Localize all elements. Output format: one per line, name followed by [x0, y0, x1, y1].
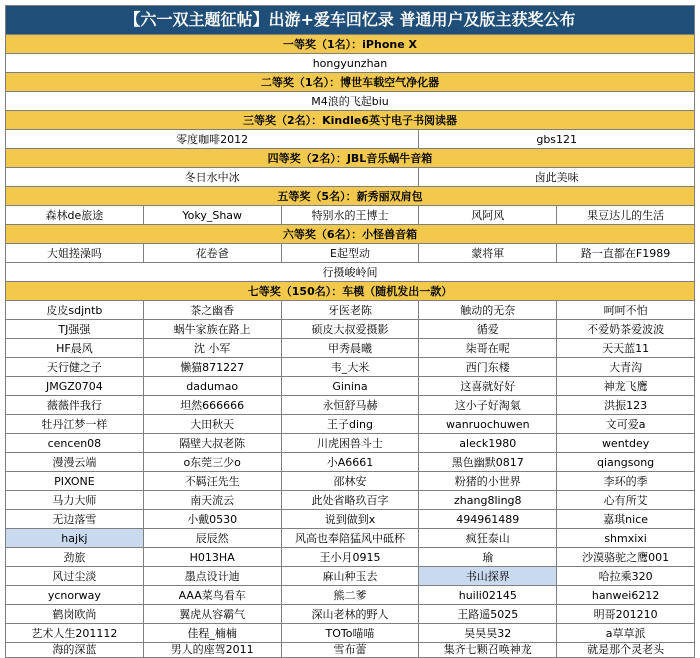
- winner-name-cell: 瑜: [419, 548, 557, 567]
- winner-name-cell: 南天流云: [143, 491, 281, 510]
- winner-name-cell: 韦_大米: [281, 358, 419, 377]
- winner-name-cell: hajkj: [6, 529, 144, 548]
- winner-name-cell: 昊昊昊32: [419, 624, 557, 643]
- winner-name-cell: 天天蓝11: [557, 339, 695, 358]
- winner-name-cell: E起型动: [281, 244, 419, 263]
- winner-name-cell: zhang8ling8: [419, 491, 557, 510]
- winner-row: [6, 434, 695, 453]
- winner-name-cell: 风阿风: [419, 206, 557, 225]
- winner-name-cell: 懒猫871227: [143, 358, 281, 377]
- winner-name-cell: 集齐七颗召唤神龙: [419, 643, 557, 658]
- winner-name-cell: o东莞三少o: [143, 453, 281, 472]
- prize-tier-header: 三等奖（2名）：Kindle6英寸电子书阅读器: [6, 111, 695, 130]
- winner-name-cell: 冬日水中冰: [6, 168, 419, 187]
- winner-name-cell: 王子ding: [281, 415, 419, 434]
- winner-row: [6, 263, 695, 282]
- winner-name-cell: 这小子好淘氣: [419, 396, 557, 415]
- winner-name-cell: 王小月0915: [281, 548, 419, 567]
- winner-name-cell: 男人的座驾2011: [143, 643, 281, 658]
- winner-name-cell: 此处省略玖百字: [281, 491, 419, 510]
- winner-row: [6, 54, 695, 73]
- winner-name-cell: 大青沟: [557, 358, 695, 377]
- winner-name-cell: 小A6661: [281, 453, 419, 472]
- winner-name-cell: 粉猪的小世界: [419, 472, 557, 491]
- winners-table: [5, 5, 695, 658]
- winner-name-cell: 辰辰然: [143, 529, 281, 548]
- prize-header-row: [6, 73, 695, 92]
- winner-name-cell: huili02145: [419, 586, 557, 605]
- winner-name-cell: 494961489: [419, 510, 557, 529]
- winner-row: [6, 396, 695, 415]
- winner-name-cell: 文可爱a: [557, 415, 695, 434]
- winner-row: [6, 377, 695, 396]
- winner-name-cell: M4浪的飞起biu: [6, 92, 695, 111]
- winner-name-cell: 马力大师: [6, 491, 144, 510]
- winner-row: [6, 472, 695, 491]
- prize-header-row: [6, 282, 695, 301]
- winner-name-cell: shmxixi: [557, 529, 695, 548]
- winner-row: [6, 244, 695, 263]
- winner-name-cell: dadumao: [143, 377, 281, 396]
- winner-name-cell: hongyunzhan: [6, 54, 695, 73]
- winner-name-cell: JMGZ0704: [6, 377, 144, 396]
- winner-row: [6, 491, 695, 510]
- prize-tier-header: 五等奖（5名）：新秀丽双肩包: [6, 187, 695, 206]
- winner-name-cell: Ginina: [281, 377, 419, 396]
- prize-tier-header: 一等奖（1名）：iPhone X: [6, 35, 695, 54]
- winner-name-cell: 卤此美味: [419, 168, 695, 187]
- winner-name-cell: HF晨风: [6, 339, 144, 358]
- winner-name-cell: AAA菜鸟看车: [143, 586, 281, 605]
- winner-name-cell: 墨点设计迪: [143, 567, 281, 586]
- winner-name-cell: qiangsong: [557, 453, 695, 472]
- winner-name-cell: TOTo喵喵: [281, 624, 419, 643]
- winner-name-cell: 皮皮sdjntb: [6, 301, 144, 320]
- prize-tier-header: 七等奖（150名）：车模（随机发出一款）: [6, 282, 695, 301]
- winner-name-cell: 路一直都在F1989: [557, 244, 695, 263]
- winner-name-cell: 循爱: [419, 320, 557, 339]
- winner-name-cell: 天行健之子: [6, 358, 144, 377]
- winner-name-cell: 无边落雪: [6, 510, 144, 529]
- winner-name-cell: 行摄峻岭间: [6, 263, 695, 282]
- winner-row: [6, 92, 695, 111]
- winner-name-cell: Yoky_Shaw: [143, 206, 281, 225]
- winner-name-cell: H013HA: [143, 548, 281, 567]
- winner-name-cell: ycnorway: [6, 586, 144, 605]
- winner-name-cell: 坦然666666: [143, 396, 281, 415]
- winner-name-cell: 森林de旅途: [6, 206, 144, 225]
- winner-row: [6, 586, 695, 605]
- winner-name-cell: 漫漫云端: [6, 453, 144, 472]
- winner-name-cell: 沙漠骆驼之鹰001: [557, 548, 695, 567]
- winners-table-body: [6, 6, 695, 658]
- winner-row: [6, 339, 695, 358]
- winner-name-cell: 蜗牛家族在路上: [143, 320, 281, 339]
- winner-name-cell: 呵呵不怕: [557, 301, 695, 320]
- winner-row: [6, 510, 695, 529]
- winner-name-cell: 艺术人生201112: [6, 624, 144, 643]
- prize-header-row: [6, 35, 695, 54]
- winner-name-cell: 薇薇伴我行: [6, 396, 144, 415]
- winner-row: [6, 605, 695, 624]
- winner-name-cell: aleck1980: [419, 434, 557, 453]
- winner-name-cell: TJ强强: [6, 320, 144, 339]
- winner-row: [6, 206, 695, 225]
- winner-name-cell: 王路遥5025: [419, 605, 557, 624]
- winner-name-cell: 茶之幽香: [143, 301, 281, 320]
- winner-name-cell: 说到做到x: [281, 510, 419, 529]
- winner-name-cell: 嘉琪nice: [557, 510, 695, 529]
- winner-name-cell: 不爱奶茶爱波波: [557, 320, 695, 339]
- winner-row: [6, 567, 695, 586]
- winner-name-cell: 神龙飞鹰: [557, 377, 695, 396]
- winner-name-cell: 疯狂泰山: [419, 529, 557, 548]
- winner-name-cell: wanruochuwen: [419, 415, 557, 434]
- winner-name-cell: 翼虎从容霸气: [143, 605, 281, 624]
- winner-name-cell: 柒哥在呢: [419, 339, 557, 358]
- winner-name-cell: 就是那个灵老头: [557, 643, 695, 658]
- winner-row: [6, 168, 695, 187]
- winner-name-cell: 这喜就好好: [419, 377, 557, 396]
- winner-row: [6, 320, 695, 339]
- winner-name-cell: 鹤岗欧尚: [6, 605, 144, 624]
- winner-name-cell: 海的深蓝: [6, 643, 144, 658]
- winner-row: [6, 624, 695, 643]
- winner-name-cell: 硕皮大叔爱摄影: [281, 320, 419, 339]
- winner-name-cell: cencen08: [6, 434, 144, 453]
- winner-row: [6, 529, 695, 548]
- winner-name-cell: 洪振123: [557, 396, 695, 415]
- winner-name-cell: 佳程_楠楠: [143, 624, 281, 643]
- winner-name-cell: 李环的季: [557, 472, 695, 491]
- prize-header-row: [6, 111, 695, 130]
- winner-name-cell: 心有所艾: [557, 491, 695, 510]
- winner-name-cell: 花卷爸: [143, 244, 281, 263]
- winner-name-cell: 书山探界: [419, 567, 557, 586]
- winner-name-cell: 风过尘淡: [6, 567, 144, 586]
- prize-header-row: [6, 149, 695, 168]
- winner-row: [6, 643, 695, 658]
- winner-name-cell: 小戴0530: [143, 510, 281, 529]
- winner-name-cell: 蒙将軍: [419, 244, 557, 263]
- winner-row: [6, 548, 695, 567]
- winner-name-cell: 熊二爹: [281, 586, 419, 605]
- winner-row: [6, 453, 695, 472]
- prize-tier-header: 二等奖（1名）：博世车载空气净化器: [6, 73, 695, 92]
- winner-name-cell: 麻山种玉去: [281, 567, 419, 586]
- prize-tier-header: 四等奖（2名）：JBL音乐蜗牛音箱: [6, 149, 695, 168]
- prize-header-row: [6, 225, 695, 244]
- winner-name-cell: wentdey: [557, 434, 695, 453]
- winner-name-cell: 雪布蕾: [281, 643, 419, 658]
- winner-name-cell: 永恒舒马赫: [281, 396, 419, 415]
- winner-name-cell: 西门东楼: [419, 358, 557, 377]
- winner-name-cell: gbs121: [419, 130, 695, 149]
- winner-name-cell: 大田秋天: [143, 415, 281, 434]
- winner-name-cell: hanwei6212: [557, 586, 695, 605]
- winner-name-cell: 川虎困兽斗士: [281, 434, 419, 453]
- winner-name-cell: 深山老林的野人: [281, 605, 419, 624]
- winner-row: [6, 415, 695, 434]
- winner-name-cell: 果豆达儿的生活: [557, 206, 695, 225]
- winner-name-cell: 不羁汪先生: [143, 472, 281, 491]
- prize-tier-header: 六等奖（6名）：小怪兽音箱: [6, 225, 695, 244]
- winner-name-cell: PIXONE: [6, 472, 144, 491]
- winner-name-cell: 隔壁大叔老陈: [143, 434, 281, 453]
- winner-name-cell: 劲旅: [6, 548, 144, 567]
- winner-row: [6, 130, 695, 149]
- winner-row: [6, 301, 695, 320]
- prize-header-row: [6, 187, 695, 206]
- winner-name-cell: 邵林安: [281, 472, 419, 491]
- title-row: [6, 6, 695, 35]
- page-title: 【六一双主题征帖】出游+爱车回忆录 普通用户及版主获奖公布: [6, 6, 695, 35]
- winner-name-cell: 牡丹江梦一样: [6, 415, 144, 434]
- winner-name-cell: a草草派: [557, 624, 695, 643]
- winner-name-cell: 沈 小军: [143, 339, 281, 358]
- winner-name-cell: 特别水的王博士: [281, 206, 419, 225]
- winner-name-cell: 明哥201210: [557, 605, 695, 624]
- winner-name-cell: 零度咖啡2012: [6, 130, 419, 149]
- winner-name-cell: 风高也奉陪猛风中砥杯: [281, 529, 419, 548]
- winner-name-cell: 哈拉乘320: [557, 567, 695, 586]
- winner-name-cell: 大姐搓澡吗: [6, 244, 144, 263]
- winner-name-cell: 触动的无奈: [419, 301, 557, 320]
- winner-row: [6, 358, 695, 377]
- winner-name-cell: 黑色幽默0817: [419, 453, 557, 472]
- winner-name-cell: 牙医老陈: [281, 301, 419, 320]
- winner-name-cell: 甲秀晨曦: [281, 339, 419, 358]
